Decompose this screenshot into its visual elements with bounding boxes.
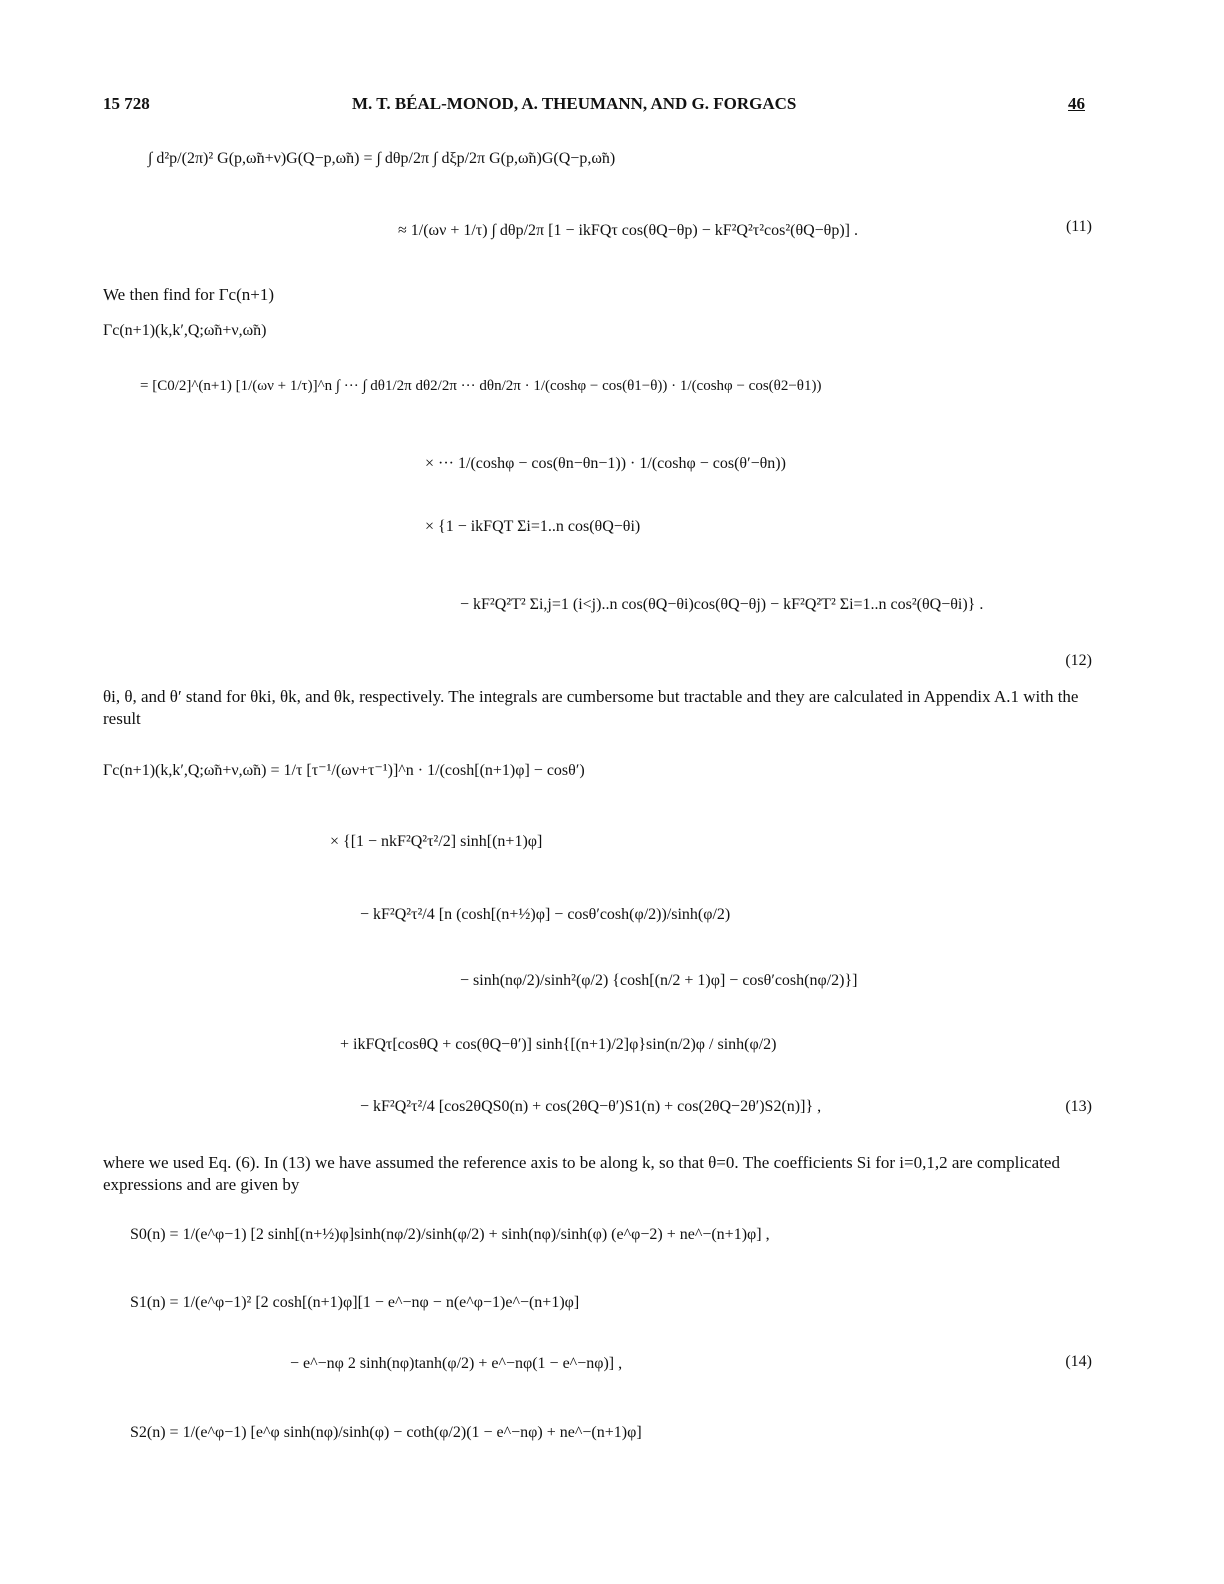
equation-14-s2: S2(n) = 1/(e^φ−1) [e^φ sinh(nφ)/sinh(φ) − coth(φ/2)(1 − e^−nφ) + ne^−(n+1)φ] [130, 1424, 642, 1441]
equation-12-line-3: × {1 − ikFQT Σi=1..n cos(θQ−θi) [425, 518, 641, 535]
equation-13-line-1: Γc(n+1)(k,k′,Q;ω̃n+ν,ω̃n) = 1/τ [τ⁻¹/(ων+τ⁻¹)]^n · 1/(cosh[(n+1)φ] − cosθ′) [103, 762, 585, 779]
page-number: 15 728 [103, 94, 150, 113]
equation-14-s1-line-2: − e^−nφ 2 sinh(nφ)tanh(φ/2) + e^−nφ(1 − e^−nφ)] , [290, 1355, 623, 1372]
equation-13-number: (13) [1065, 1098, 1092, 1115]
paragraph-after-equation-13: where we used Eq. (6). In (13) we have assumed the reference axis to be along k, so that θ=0. The coefficients Si for i=0,1,2 are complicated expressions and are given by [103, 1153, 1060, 1194]
paragraph-after-equation-12: θi, θ, and θ′ stand for θki, θk, and θk, respectively. The integrals are cumbersome but tractable and they are calculated in Appendix A.1 with the result [103, 687, 1079, 728]
equation-12-line-1: = [C0/2]^(n+1) [1/(ων + 1/τ)]^n ∫ ··· ∫ dθ1/2π dθ2/2π ··· dθn/2π · 1/(coshφ − cos(θ1−θ)) · 1/(coshφ − cos(θ2−θ1)) [140, 378, 822, 394]
equation-13-line-6: − kF²Q²τ²/4 [cos2θQS0(n) + cos(2θQ−θ′)S1(n) + cos(2θQ−2θ′)S2(n)]} , [360, 1098, 822, 1115]
volume-number: 46 [1068, 94, 1085, 113]
equation-11-line-2: ≈ 1/(ων + 1/τ) ∫ dθp/2π [1 − ikFQτ cos(θQ−θp) − kF²Q²τ²cos²(θQ−θp)] . [398, 222, 858, 239]
equation-12-line-2: × ··· 1/(coshφ − cos(θn−θn−1)) · 1/(coshφ − cos(θ′−θn)) [425, 455, 786, 472]
equation-14-s1-line-1: S1(n) = 1/(e^φ−1)² [2 cosh[(n+1)φ][1 − e^−nφ − n(e^φ−1)e^−(n+1)φ] [130, 1294, 580, 1311]
equation-11-line-1: ∫ d²p/(2π)² G(p,ω̃n+ν)G(Q−p,ω̃n) = ∫ dθp/2π ∫ dξp/2π G(p,ω̃n)G(Q−p,ω̃n) [148, 150, 616, 167]
equation-14-s0: S0(n) = 1/(e^φ−1) [2 sinh[(n+½)φ]sinh(nφ/2)/sinh(φ/2) + sinh(nφ)/sinh(φ) (e^φ−2) + ne^−(n+1)φ] , [130, 1226, 770, 1243]
running-head-authors: M. T. BÉAL-MONOD, A. THEUMANN, AND G. FORGACS [352, 94, 797, 113]
equation-13-line-4: − sinh(nφ/2)/sinh²(φ/2) {cosh[(n/2 + 1)φ] − cosθ′cosh(nφ/2)}] [460, 972, 858, 989]
equation-12-lhs: Γc(n+1)(k,k′,Q;ω̃n+ν,ω̃n) [103, 322, 267, 339]
equation-14-number: (14) [1065, 1353, 1092, 1370]
text-find-gamma: We then find for Γc(n+1) [103, 285, 274, 304]
equation-13-line-2: × {[1 − nkF²Q²τ²/2] sinh[(n+1)φ] [330, 833, 543, 850]
equation-12-number: (12) [1065, 652, 1092, 669]
equation-12-line-4: − kF²Q²T² Σi,j=1 (i<j)..n cos(θQ−θi)cos(θQ−θj) − kF²Q²T² Σi=1..n cos²(θQ−θi)} . [460, 596, 984, 613]
equation-13-line-5: + ikFQτ[cosθQ + cos(θQ−θ′)] sinh{[(n+1)/2]φ}sin(n/2)φ / sinh(φ/2) [340, 1036, 777, 1053]
equation-13-line-3: − kF²Q²τ²/4 [n (cosh[(n+½)φ] − cosθ′cosh(φ/2))/sinh(φ/2) [360, 906, 731, 923]
equation-11-number: (11) [1065, 218, 1092, 235]
